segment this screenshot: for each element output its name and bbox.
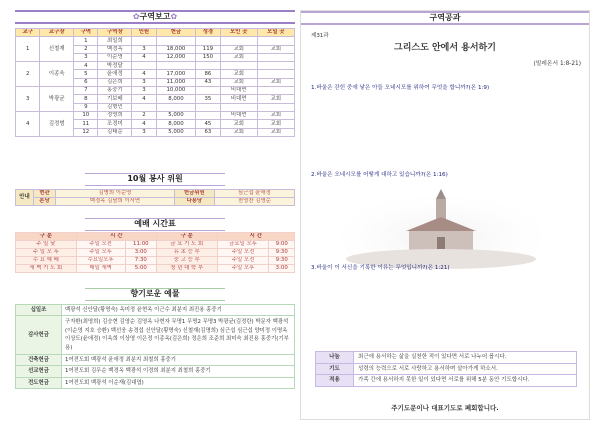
volunteers-header [85, 173, 225, 186]
service-cell: 5:00 [125, 265, 156, 273]
district-cell [196, 62, 220, 70]
service-cell: 3:00 [269, 265, 295, 273]
vol-cell: 현관 [34, 190, 56, 198]
district-cell: 김형민 [98, 103, 132, 111]
district-cell: 이순영 [98, 53, 132, 61]
district-cell: 조경미 [98, 120, 132, 128]
service-cell: 주 일 오 후 [16, 249, 77, 257]
service-cell: 9:00 [269, 241, 295, 249]
services-title: 예배 시간표 [134, 219, 176, 228]
share-label: 나눔 [316, 352, 354, 364]
parish-leader: 김정범 [40, 111, 74, 136]
offering-type: 감사헌금 [16, 316, 62, 355]
service-cell: 주일 오후 [76, 249, 125, 257]
vol-cell: 백경옥 김남희 이서연 [56, 198, 175, 206]
question-1: 1.바울은 갇힌 중에 낳은 아들 오네시모를 위하여 무엇을 합니까?(온 1:9) [311, 85, 490, 91]
district-cell: 비대면 [220, 87, 257, 95]
service-cell: 주일 오전 [217, 257, 269, 265]
district-cell: 45 [196, 120, 220, 128]
offering-type: 선교헌금 [16, 366, 62, 377]
service-cell: 청 년 대 학 부 [156, 265, 217, 273]
parish-leader: 박광균 [40, 87, 74, 112]
flower-icon: ✿ [170, 12, 178, 21]
offering-names: 백광석 신안달(황명숙) 옥미정 윤현옥 이근수 최분지 최진용 홍중기 [62, 305, 295, 316]
offering-title: 향기로운 예물 [130, 289, 180, 298]
district-cell: 5,000 [156, 111, 196, 119]
district-cell [132, 103, 156, 111]
offering-names: 1여전도회 백광석 이순재(김대엽) [62, 377, 295, 388]
lesson-title: 구역공과 [429, 13, 461, 22]
district-cell [156, 37, 196, 45]
district-row [16, 37, 295, 45]
district-cell: 교회 [220, 78, 257, 86]
district-cell: 4 [132, 53, 156, 61]
district-cell: 교회 [220, 70, 257, 78]
district-cell: 4 [132, 70, 156, 78]
district-col-header: 구역장 [98, 29, 132, 37]
district-cell: 8,000 [156, 95, 196, 103]
district-cell: 12,000 [156, 53, 196, 61]
district-row [16, 111, 295, 119]
district-cell: 최일희 [98, 37, 132, 45]
district-col-header: 모인 곳 [220, 29, 257, 37]
district-cell: 정영희 [98, 111, 132, 119]
district-cell [257, 37, 294, 45]
service-cell: 9:30 [269, 257, 295, 265]
district-cell: 기보배 [98, 95, 132, 103]
district-report-title: 구역보고 [139, 12, 171, 21]
district-cell: 비대면 [220, 111, 257, 119]
district-cell: 3 [74, 53, 98, 61]
district-cell: 9 [74, 103, 98, 111]
svc-head: 구 분 [156, 233, 217, 241]
district-cell: 교회 [257, 128, 294, 136]
district-cell: 김은희 [98, 78, 132, 86]
service-row [16, 241, 295, 249]
district-cell [156, 62, 196, 70]
district-cell: 3 [132, 78, 156, 86]
offering-header [85, 288, 225, 301]
district-cell [196, 87, 220, 95]
pray-label: 기도 [316, 363, 354, 375]
district-cell [196, 103, 220, 111]
district-cell: 10,000 [156, 87, 196, 95]
district-cell: 18,000 [156, 45, 196, 53]
volunteers-guide: 안내 [16, 190, 34, 206]
service-cell: 중 고 등 부 [156, 257, 217, 265]
parish-number: 3 [16, 87, 40, 112]
district-cell: 3 [132, 128, 156, 136]
vol-cell: 심근섭 윤애정 [214, 190, 294, 198]
service-cell: 3:00 [125, 249, 156, 257]
service-row [16, 249, 295, 257]
flower-icon: ✿ [132, 12, 140, 21]
service-cell: 7:30 [125, 257, 156, 265]
offering-row [16, 305, 295, 316]
district-cell [196, 111, 220, 119]
svc-head: 시 간 [217, 233, 294, 241]
service-cell: 수요일오후 [76, 257, 125, 265]
district-cell [257, 53, 294, 61]
apply-label: 적용 [316, 375, 354, 387]
svc-head: 구 분 [16, 233, 77, 241]
offering-row [16, 366, 295, 377]
district-cell: 10 [74, 111, 98, 119]
district-cell: 비대면 [220, 95, 257, 103]
district-report-table [15, 28, 295, 137]
district-col-header: 헌금 [156, 29, 196, 37]
district-cell: 2 [74, 45, 98, 53]
offering-type: 전도헌금 [16, 377, 62, 388]
district-col-header: 성경 [196, 29, 220, 37]
left-column [15, 10, 295, 420]
district-cell: 1 [74, 37, 98, 45]
application-table [315, 351, 577, 387]
district-cell: 박정달 [98, 62, 132, 70]
district-cell: 12 [74, 128, 98, 136]
district-cell: 8,000 [156, 120, 196, 128]
district-cell: 5 [74, 70, 98, 78]
district-cell: 6 [74, 78, 98, 86]
offering-row [16, 316, 295, 355]
question-2: 2.바울은 오네시모를 어떻게 대하고 있습니까?(온 1:16) [311, 172, 448, 178]
service-row [16, 265, 295, 273]
district-cell: 63 [196, 128, 220, 136]
service-cell: 금요일 오후 [217, 241, 269, 249]
service-cell: 주 일 낮 [16, 241, 77, 249]
district-cell: 11,000 [156, 78, 196, 86]
district-col-header: 인원 [132, 29, 156, 37]
district-cell: 3 [132, 45, 156, 53]
service-cell: 11:00 [125, 241, 156, 249]
district-cell: 2 [132, 111, 156, 119]
service-cell: 매일 새벽 [76, 265, 125, 273]
offering-table [15, 304, 295, 389]
district-cell [196, 37, 220, 45]
district-cell: 교회 [220, 120, 257, 128]
district-cell: 4 [132, 95, 156, 103]
district-cell [257, 70, 294, 78]
district-cell: 86 [196, 70, 220, 78]
district-cell [257, 103, 294, 111]
parish-leader: 신철재 [40, 37, 74, 62]
district-cell: 43 [196, 78, 220, 86]
district-cell: 교회 [257, 95, 294, 103]
service-cell: 유 초 등 부 [156, 249, 217, 257]
district-cell [257, 87, 294, 95]
district-cell: 35 [196, 95, 220, 103]
service-cell: 새 벽 기 도 회 [16, 265, 77, 273]
district-cell: 17,000 [156, 70, 196, 78]
lesson-header [301, 11, 589, 25]
district-col-header: 구역 [74, 29, 98, 37]
vol-cell: 본당 [34, 198, 56, 206]
lesson-number: 제31과 [311, 33, 329, 39]
district-cell: 교회 [220, 45, 257, 53]
district-cell: 119 [196, 45, 220, 53]
closing-text: 주기도문이나 대표기도로 폐회합니다. [391, 404, 499, 412]
district-row [16, 62, 295, 70]
offering-names: 1여전도회 백광석 윤애정 최분지 최철희 홍중기 [62, 354, 295, 365]
district-cell: 교회 [257, 78, 294, 86]
vol-cell: 김병희 이순영 [56, 190, 175, 198]
district-cell [220, 62, 257, 70]
district-cell: 윤애정 [98, 70, 132, 78]
lesson-panel [300, 10, 590, 420]
district-col-header: 교구장 [40, 29, 74, 37]
offering-type: 건축헌금 [16, 354, 62, 365]
district-row [16, 87, 295, 95]
services-table [15, 232, 295, 273]
district-cell: 7 [74, 87, 98, 95]
district-cell [257, 62, 294, 70]
service-cell: 9:30 [269, 249, 295, 257]
district-cell: 11 [74, 120, 98, 128]
vol-cell: 천영찬 김영순 [214, 198, 294, 206]
question-3: 3.바울이 이 서신을 기록한 이유는 무엇입니까?(온 1:21) [311, 265, 450, 271]
district-col-header: 모일 곳 [257, 29, 294, 37]
district-cell: 150 [196, 53, 220, 61]
district-col-header: 교구 [16, 29, 40, 37]
volunteers-table [15, 189, 295, 206]
district-cell: 8 [74, 95, 98, 103]
district-cell [132, 37, 156, 45]
service-cell: 금 요 기 도 회 [156, 241, 217, 249]
parish-leader: 이종욱 [40, 62, 74, 87]
pray-text: 성령의 능력으로 서로 사랑하고 용서하며 살아가게 하소서. [354, 363, 577, 375]
district-cell: 교회 [257, 111, 294, 119]
svc-head: 시 간 [76, 233, 156, 241]
service-cell: 주일 오전 [217, 249, 269, 257]
parish-number: 2 [16, 62, 40, 87]
volunteers-title: 10월 봉사 위원 [127, 174, 183, 183]
service-row [16, 257, 295, 265]
district-cell: 홍중기 [98, 87, 132, 95]
church-illustration [341, 189, 541, 269]
offering-names: 구자환(최영희) 김승현 김영순 김영옥 나현자 무명1 무명2 무명3 박광균(김정란) 박문자 백광석(이순영 지호 승환) 백선웅 송경섭 신안달(황명숙) 신철재(김명희) 심근섭 심근섭 양미정 이명옥 이상도(윤애정) 이옥희 이상영 이은정 이종옥(김은희) 정은희 조준희 최미숙 최진용 홍중기(기부용) [62, 316, 295, 355]
offering-names: 1여전도회 김무순 백경옥 백광석 이경희 최분지 최철희 홍중기 [62, 366, 295, 377]
service-cell: 수 요 예 배 [16, 257, 77, 265]
district-cell: 백경옥 [98, 45, 132, 53]
parish-number: 4 [16, 111, 40, 136]
offering-type: 십일조 [16, 305, 62, 316]
lesson-reference: (빌레몬서 1:8-21) [533, 61, 581, 67]
district-cell [132, 62, 156, 70]
share-text: 최근에 용서하는 삶을 실천한 적이 있다면 서로 나누어 봅시다. [354, 352, 577, 364]
offering-row [16, 377, 295, 388]
vol-cell: 헌금위원 [174, 190, 214, 198]
service-cell: 주일 오전 [76, 241, 125, 249]
vol-cell: 다용당 [174, 198, 214, 206]
district-cell: 교회 [257, 45, 294, 53]
services-header [85, 218, 225, 231]
district-cell: 김태순 [98, 128, 132, 136]
service-cell: 주일 오후 [217, 265, 269, 273]
district-report-header [15, 10, 295, 24]
district-cell [156, 103, 196, 111]
district-cell: 4 [132, 120, 156, 128]
district-cell: 교회 [257, 120, 294, 128]
parish-number: 1 [16, 37, 40, 62]
district-cell: 4 [74, 62, 98, 70]
offering-row [16, 354, 295, 365]
district-cell: 3 [132, 87, 156, 95]
district-cell: 교회 [220, 128, 257, 136]
apply-text: 가족 간에 용서하지 못한 일이 있다면 서로를 위해 5분 동안 기도합시다. [354, 375, 577, 387]
district-cell [220, 37, 257, 45]
district-cell: 교회 [220, 53, 257, 61]
district-cell: 5,000 [156, 128, 196, 136]
district-cell [220, 103, 257, 111]
lesson-heading: 그리스도 안에서 용서하기 [394, 43, 496, 53]
